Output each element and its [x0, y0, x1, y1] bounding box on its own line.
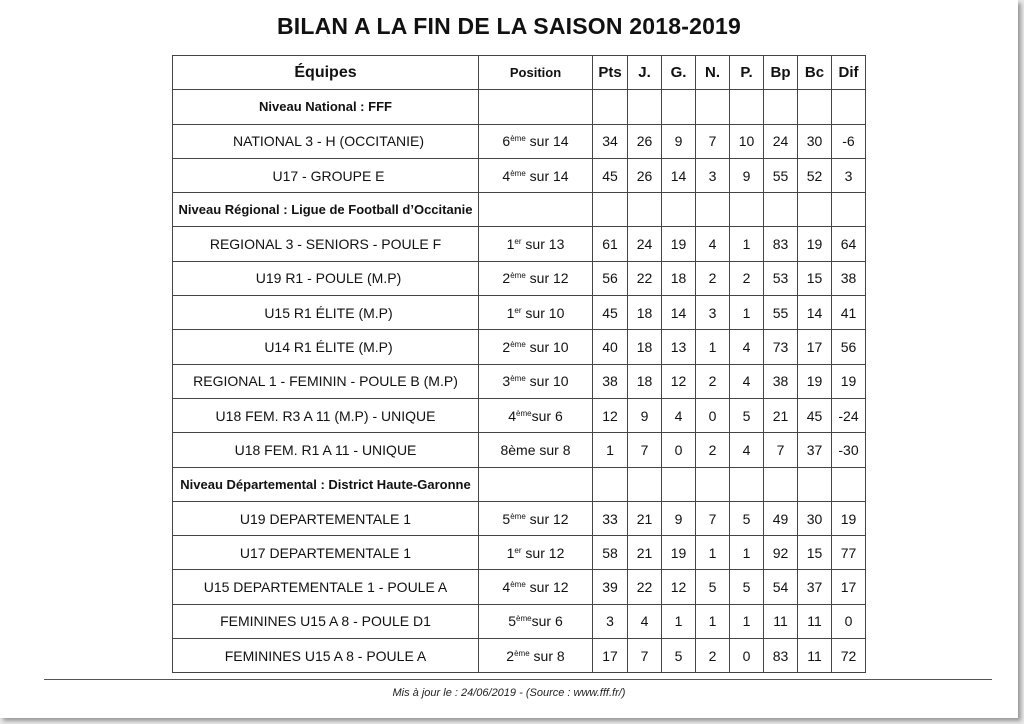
stat-goals-for: 55	[764, 296, 798, 330]
position-rank-suffix: ème	[510, 134, 526, 144]
header-played: J.	[628, 56, 662, 90]
stat-goal-diff: 0	[832, 604, 866, 638]
position-rank-suffix: ème	[516, 408, 532, 418]
position-rank-suffix: er	[514, 545, 522, 555]
position-cell	[479, 296, 593, 330]
empty-cell	[628, 467, 662, 501]
team-name: REGIONAL 1 - FEMININ - POULE B (M.P)	[173, 364, 479, 398]
stat-played: 26	[628, 158, 662, 192]
empty-cell	[798, 90, 832, 124]
stat-goal-diff: 17	[832, 570, 866, 604]
header-goals-against: Bc	[798, 56, 832, 90]
stat-lost: 1	[730, 227, 764, 261]
position-rank: 3	[502, 373, 511, 390]
position-rank: 4	[502, 167, 511, 184]
stat-won: 19	[662, 227, 696, 261]
stat-lost: 4	[730, 330, 764, 364]
stat-won: 12	[662, 570, 696, 604]
stat-goal-diff: 38	[832, 261, 866, 295]
stat-pts: 3	[593, 604, 628, 638]
empty-cell	[628, 90, 662, 124]
empty-cell	[696, 90, 730, 124]
stat-goals-for: 55	[764, 158, 798, 192]
stat-goals-for: 21	[764, 398, 798, 432]
empty-cell	[479, 90, 593, 124]
empty-cell	[628, 193, 662, 227]
stat-lost: 5	[730, 501, 764, 535]
stat-played: 21	[628, 501, 662, 535]
stat-draw: 5	[696, 570, 730, 604]
stat-pts: 17	[593, 639, 628, 673]
stat-won: 12	[662, 364, 696, 398]
position-total: 14	[553, 133, 569, 150]
stat-pts: 58	[593, 536, 628, 570]
position-cell	[479, 536, 593, 570]
page-title: BILAN A LA FIN DE LA SAISON 2018-2019	[276, 13, 742, 39]
stat-pts: 1	[593, 433, 628, 467]
stat-played: 18	[628, 330, 662, 364]
section-label: Niveau Départemental : District Haute-Garonne	[173, 467, 479, 501]
stat-goals-against: 37	[798, 570, 832, 604]
position-cell	[479, 433, 593, 467]
team-name: U17 - GROUPE E	[173, 158, 479, 192]
stat-lost: 1	[730, 296, 764, 330]
header-draw: N.	[696, 56, 730, 90]
stat-played: 7	[628, 639, 662, 673]
stat-goals-against: 19	[798, 364, 832, 398]
position-separator: sur	[531, 407, 555, 424]
position-cell	[479, 501, 593, 535]
stat-played: 18	[628, 296, 662, 330]
position-rank: 4	[502, 579, 511, 596]
position-rank: 2	[506, 647, 515, 664]
stat-goal-diff: 3	[832, 158, 866, 192]
stat-played: 22	[628, 261, 662, 295]
position-separator: sur	[525, 133, 553, 150]
position-rank-suffix: ème	[514, 648, 530, 658]
stat-won: 1	[662, 604, 696, 638]
empty-cell	[730, 467, 764, 501]
stat-goal-diff: -30	[832, 433, 866, 467]
stat-draw: 1	[696, 604, 730, 638]
stat-goal-diff: -6	[832, 124, 866, 158]
stat-lost: 5	[730, 398, 764, 432]
position-separator: sur	[525, 510, 553, 527]
stat-goals-for: 53	[764, 261, 798, 295]
stat-lost: 1	[730, 604, 764, 638]
position-total: 10	[548, 304, 565, 321]
empty-cell	[798, 193, 832, 227]
position-total: 12	[553, 270, 569, 287]
position-separator: sur	[525, 167, 553, 184]
stat-played: 22	[628, 570, 662, 604]
stat-goals-for: 83	[764, 639, 798, 673]
stat-lost: 2	[730, 261, 764, 295]
position-separator: sur	[531, 613, 555, 630]
position-rank-suffix: ème	[510, 374, 526, 384]
stat-goals-against: 45	[798, 398, 832, 432]
table-row	[173, 433, 866, 467]
stat-goal-diff: 72	[832, 639, 866, 673]
header-row	[173, 56, 866, 90]
position-rank: 1	[506, 304, 515, 321]
stat-goals-against: 14	[798, 296, 832, 330]
empty-cell	[696, 193, 730, 227]
position-total: 10	[553, 339, 569, 356]
stat-goals-for: 7	[764, 433, 798, 467]
stat-pts: 33	[593, 501, 628, 535]
stat-won: 14	[662, 158, 696, 192]
empty-cell	[593, 90, 628, 124]
stat-goals-for: 49	[764, 501, 798, 535]
stat-goal-diff: 77	[832, 536, 866, 570]
stat-draw: 2	[696, 261, 730, 295]
stat-won: 5	[662, 639, 696, 673]
position-cell	[479, 604, 593, 638]
position-rank: 1	[506, 236, 515, 253]
table-row	[173, 570, 866, 604]
position-total: 8	[562, 441, 571, 458]
header-goal-diff: Dif	[832, 56, 866, 90]
stat-goals-for: 83	[764, 227, 798, 261]
position-separator: sur	[525, 339, 553, 356]
footer-source-open: - (	[516, 687, 530, 699]
stat-draw: 3	[696, 158, 730, 192]
stat-draw: 2	[696, 639, 730, 673]
stat-lost: 0	[730, 639, 764, 673]
section-row	[173, 467, 866, 501]
header-won: G.	[662, 56, 696, 90]
stat-pts: 45	[593, 158, 628, 192]
position-cell	[479, 227, 593, 261]
empty-cell	[593, 193, 628, 227]
stat-draw: 2	[696, 364, 730, 398]
position-cell	[479, 570, 593, 604]
empty-cell	[832, 467, 866, 501]
stat-pts: 45	[593, 296, 628, 330]
stat-won: 19	[662, 536, 696, 570]
table-row	[173, 158, 866, 192]
stat-goals-against: 11	[798, 604, 832, 638]
stat-goals-for: 54	[764, 570, 798, 604]
position-total: 12	[553, 579, 569, 596]
stat-goals-against: 11	[798, 639, 832, 673]
section-label: Niveau National : FFF	[173, 90, 479, 124]
position-separator: sur	[525, 373, 553, 390]
stat-draw: 7	[696, 501, 730, 535]
position-separator: sur	[521, 304, 549, 321]
stat-draw: 0	[696, 398, 730, 432]
position-rank: 5	[502, 510, 511, 527]
footer-source-text: : www.fff.fr/)	[564, 687, 626, 699]
position-separator: sur	[529, 647, 557, 664]
footer-updated-label: Mis à jour le :	[392, 687, 461, 699]
table-row	[173, 296, 866, 330]
stat-goals-against: 30	[798, 501, 832, 535]
stat-won: 9	[662, 501, 696, 535]
stat-pts: 61	[593, 227, 628, 261]
stat-played: 7	[628, 433, 662, 467]
position-rank: 2	[502, 339, 511, 356]
team-name: U18 FEM. R3 A 11 (M.P) - UNIQUE	[173, 398, 479, 432]
stat-pts: 12	[593, 398, 628, 432]
stat-goals-for: 73	[764, 330, 798, 364]
position-rank-suffix: ème	[510, 271, 526, 281]
empty-cell	[832, 193, 866, 227]
stat-goal-diff: 19	[832, 364, 866, 398]
empty-cell	[662, 467, 696, 501]
team-name: U14 R1 ÉLITE (M.P)	[173, 330, 479, 364]
position-rank-suffix: ème	[510, 511, 526, 521]
team-name: U18 FEM. R1 A 11 - UNIQUE	[173, 433, 479, 467]
position-rank-suffix: er	[514, 305, 522, 315]
table-row	[173, 124, 866, 158]
stat-goal-diff: 19	[832, 501, 866, 535]
empty-cell	[764, 90, 798, 124]
header-position: Position	[479, 56, 593, 90]
position-rank-suffix: ème	[510, 580, 526, 590]
stat-played: 26	[628, 124, 662, 158]
empty-cell	[798, 467, 832, 501]
stat-won: 14	[662, 296, 696, 330]
stat-lost: 5	[730, 570, 764, 604]
stat-draw: 4	[696, 227, 730, 261]
stat-lost: 1	[730, 536, 764, 570]
position-rank: 2	[502, 270, 511, 287]
table-row	[173, 536, 866, 570]
stat-won: 18	[662, 261, 696, 295]
empty-cell	[730, 193, 764, 227]
team-name: REGIONAL 3 - SENIORS - POULE F	[173, 227, 479, 261]
position-rank-suffix: ème	[510, 340, 526, 350]
stat-draw: 7	[696, 124, 730, 158]
stat-goal-diff: 56	[832, 330, 866, 364]
footer-source-label: Source	[529, 687, 565, 699]
team-name: U17 DEPARTEMENTALE 1	[173, 536, 479, 570]
stat-goals-for: 92	[764, 536, 798, 570]
position-cell	[479, 398, 593, 432]
position-rank: 8ème	[500, 441, 536, 458]
stat-goal-diff: 64	[832, 227, 866, 261]
empty-cell	[832, 90, 866, 124]
stat-draw: 1	[696, 536, 730, 570]
position-cell	[479, 639, 593, 673]
stat-goals-against: 30	[798, 124, 832, 158]
section-label: Niveau Régional : Ligue de Football d’Occitanie	[173, 193, 479, 227]
position-rank: 5	[508, 613, 517, 630]
table-row	[173, 261, 866, 295]
position-separator: sur	[521, 236, 549, 253]
stat-goals-against: 19	[798, 227, 832, 261]
stat-lost: 4	[730, 364, 764, 398]
stat-goals-for: 24	[764, 124, 798, 158]
position-total: 12	[548, 544, 565, 561]
results-table-body	[173, 90, 866, 673]
table-row	[173, 604, 866, 638]
position-total: 6	[554, 407, 563, 424]
table-row	[173, 639, 866, 673]
position-rank-suffix: ème	[516, 614, 532, 624]
position-separator: sur	[535, 441, 563, 458]
stat-played: 4	[628, 604, 662, 638]
position-rank-suffix: ème	[510, 168, 526, 178]
empty-cell	[696, 467, 730, 501]
empty-cell	[662, 90, 696, 124]
header-goals-for: Bp	[764, 56, 798, 90]
team-name: U19 DEPARTEMENTALE 1	[173, 501, 479, 535]
stat-played: 9	[628, 398, 662, 432]
stat-goal-diff: 41	[832, 296, 866, 330]
stat-goals-against: 15	[798, 261, 832, 295]
stat-won: 0	[662, 433, 696, 467]
empty-cell	[662, 193, 696, 227]
empty-cell	[730, 90, 764, 124]
position-rank-suffix: er	[514, 237, 522, 247]
table-row	[173, 501, 866, 535]
position-cell	[479, 261, 593, 295]
header-lost: P.	[730, 56, 764, 90]
team-name: U15 DEPARTEMENTALE 1 - POULE A	[173, 570, 479, 604]
position-total: 13	[548, 236, 565, 253]
position-cell	[479, 364, 593, 398]
stat-pts: 56	[593, 261, 628, 295]
stat-pts: 40	[593, 330, 628, 364]
stat-goals-for: 11	[764, 604, 798, 638]
stat-won: 4	[662, 398, 696, 432]
position-total: 6	[554, 613, 563, 630]
stat-goals-against: 52	[798, 158, 832, 192]
empty-cell	[593, 467, 628, 501]
position-cell	[479, 330, 593, 364]
stat-goals-against: 37	[798, 433, 832, 467]
team-name: NATIONAL 3 - H (OCCITANIE)	[173, 124, 479, 158]
position-cell	[479, 158, 593, 192]
stat-played: 18	[628, 364, 662, 398]
footer-date: 24/06/2019	[460, 687, 517, 699]
table-row	[173, 227, 866, 261]
stat-goals-against: 17	[798, 330, 832, 364]
stat-lost: 4	[730, 433, 764, 467]
position-separator: sur	[525, 579, 553, 596]
stat-played: 21	[628, 536, 662, 570]
team-name: U19 R1 - POULE (M.P)	[173, 261, 479, 295]
header-pts: Pts	[593, 56, 628, 90]
results-table	[172, 55, 866, 673]
stat-goal-diff: -24	[832, 398, 866, 432]
stat-goals-for: 38	[764, 364, 798, 398]
table-row	[173, 330, 866, 364]
position-total: 8	[556, 647, 565, 664]
position-rank: 1	[506, 544, 515, 561]
empty-cell	[479, 193, 593, 227]
stat-draw: 1	[696, 330, 730, 364]
stat-pts: 34	[593, 124, 628, 158]
stat-won: 13	[662, 330, 696, 364]
team-name: U15 R1 ÉLITE (M.P)	[173, 296, 479, 330]
empty-cell	[764, 193, 798, 227]
position-separator: sur	[521, 544, 549, 561]
stat-pts: 38	[593, 364, 628, 398]
team-name: FEMININES U15 A 8 - POULE D1	[173, 604, 479, 638]
position-separator: sur	[525, 270, 553, 287]
empty-cell	[479, 467, 593, 501]
header-teams: Équipes	[173, 56, 479, 90]
stat-draw: 3	[696, 296, 730, 330]
stat-goals-against: 15	[798, 536, 832, 570]
position-total: 14	[553, 167, 569, 184]
position-total: 10	[553, 373, 569, 390]
empty-cell	[764, 467, 798, 501]
stat-draw: 2	[696, 433, 730, 467]
section-row	[173, 90, 866, 124]
section-row	[173, 193, 866, 227]
position-rank: 6	[502, 133, 511, 150]
team-name: FEMININES U15 A 8 - POULE A	[173, 639, 479, 673]
footer-divider	[44, 679, 992, 680]
table-row	[173, 398, 866, 432]
stat-pts: 39	[593, 570, 628, 604]
position-rank: 4	[508, 407, 517, 424]
stat-won: 9	[662, 124, 696, 158]
stat-played: 24	[628, 227, 662, 261]
stat-lost: 9	[730, 158, 764, 192]
position-total: 12	[553, 510, 569, 527]
table-row	[173, 364, 866, 398]
footer-note	[0, 687, 1018, 699]
stat-lost: 10	[730, 124, 764, 158]
position-cell	[479, 124, 593, 158]
